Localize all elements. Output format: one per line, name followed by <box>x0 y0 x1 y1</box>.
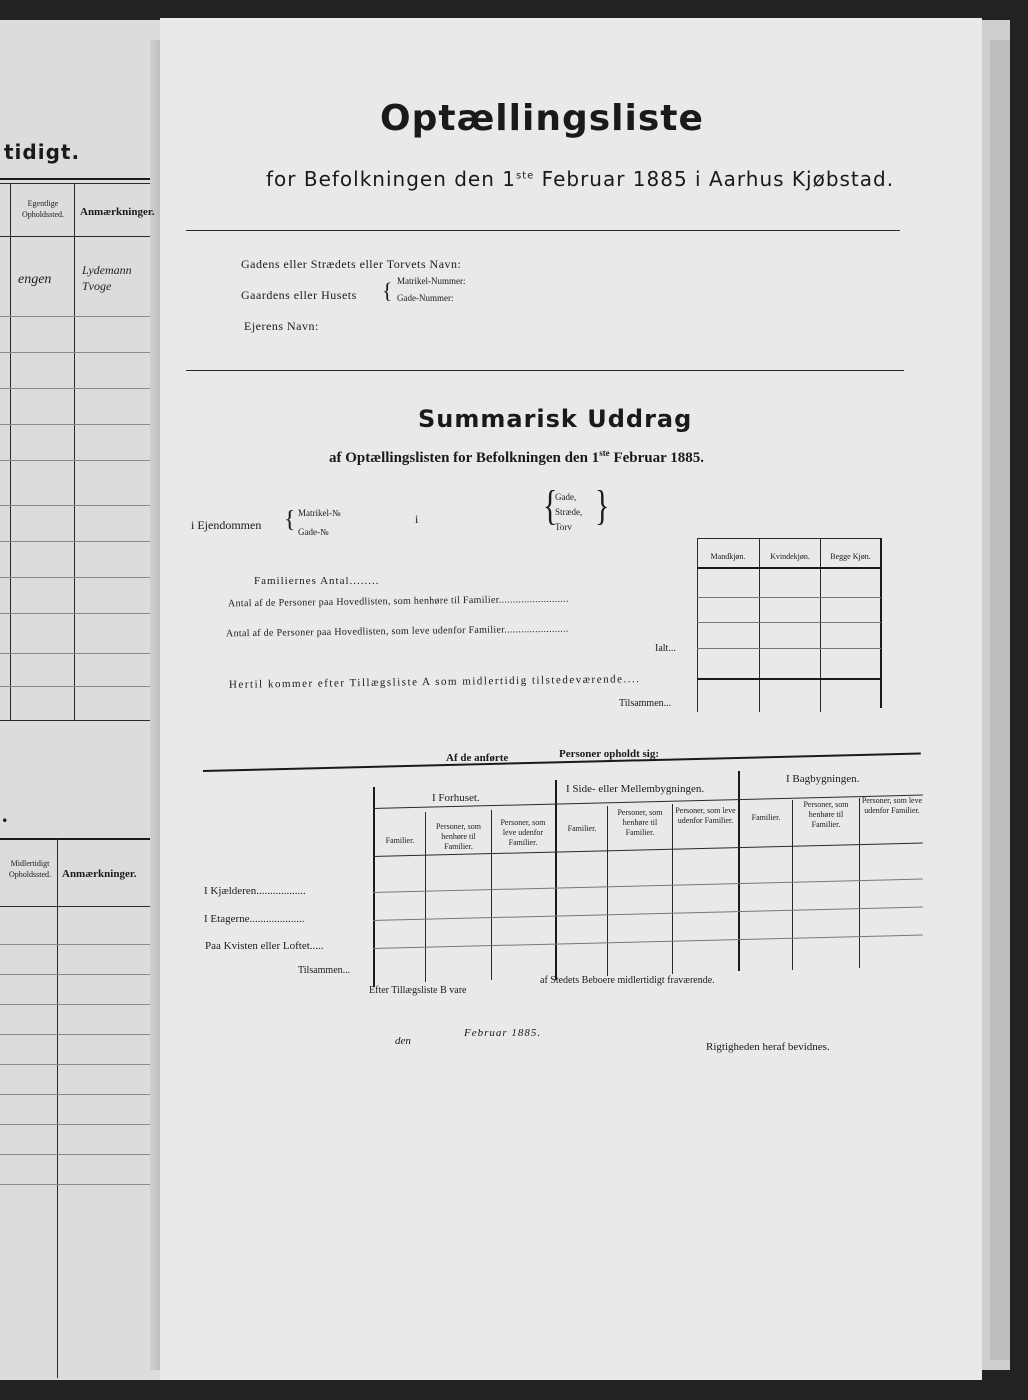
place-torv: Torv <box>555 522 572 532</box>
footer-efter: Efter Tillægsliste B vare <box>369 985 467 996</box>
left-hand-engen: engen <box>18 272 52 287</box>
summary-title: Summarisk Uddrag <box>418 405 693 433</box>
location-col-line <box>792 800 793 970</box>
left-heading-fragment: tidigt. <box>4 140 81 164</box>
left-row-line <box>0 505 150 506</box>
left-col-line <box>57 838 58 1378</box>
left-col-anm-bottom: Anmærkninger. <box>62 868 137 880</box>
location-intro-a: Af de anførte <box>446 752 509 764</box>
loc-row-tilsammen: Tilsammen... <box>298 965 351 976</box>
group-forhuset: I Forhuset. <box>432 792 480 804</box>
ejendom-brace: { <box>284 507 296 533</box>
matrikel-no: Matrikel-№ <box>298 508 341 518</box>
left-rule <box>0 906 150 907</box>
row-tilsammen: Tilsammen... <box>619 698 672 709</box>
left-row-line <box>0 1094 150 1095</box>
row-familiernes: Familiernes Antal........ <box>254 575 380 587</box>
house-brace: { <box>382 278 393 303</box>
left-row-line <box>0 974 150 975</box>
summary-table-header-rule <box>697 567 881 569</box>
summary-row-line <box>697 597 881 598</box>
side-udenfor: Personer, som leve udenfor Familier. <box>675 806 736 825</box>
col-kvindekjon: Kvindekjøn. <box>770 552 810 561</box>
place-brace-right: } <box>595 483 610 530</box>
left-row-line <box>0 1004 150 1005</box>
summary-table-top <box>697 538 881 539</box>
group-bagbygning: I Bagbygningen. <box>786 773 860 785</box>
left-row-line <box>0 424 150 425</box>
footer-date: Februar 1885. <box>464 1027 542 1039</box>
left-row-line <box>0 388 150 389</box>
row-tillaegsliste-a: Hertil kommer efter Tillægsliste A som midlertidig tilstedeværende.... <box>228 673 641 691</box>
summary-col-line <box>880 538 882 708</box>
row-udenfor: Antal af de Personer paa Hovedlisten, som leve udenfor Familier....................... <box>225 623 569 640</box>
ejendom-label: i Ejendommen <box>191 518 262 532</box>
page-subtitle: for Befolkningen den 1ste Februar 1885 i Aarhus Kjøbstad. <box>266 167 895 191</box>
matrikel-label: Matrikel-Nummer: <box>397 276 466 286</box>
loc-row-etagerne: I Etagerne.................... <box>204 913 305 925</box>
left-col-line <box>10 183 11 720</box>
location-col-line <box>859 798 860 968</box>
summary-row-line <box>697 648 881 649</box>
left-col-midlertidigt: Midlertidigt Opholdssted. <box>9 859 51 879</box>
location-group-line <box>373 787 375 987</box>
forhuset-udenfor: Personer, som leve udenfor Familier. <box>500 818 546 847</box>
col-mandkjon: Mandkjøn. <box>710 552 746 561</box>
place-brace-left: { <box>543 483 558 530</box>
left-rule <box>0 178 150 180</box>
left-col-egentlige: Egentlige Opholdssted. <box>22 199 64 219</box>
gade-no: Gade-№ <box>298 527 329 537</box>
location-col-line <box>491 810 492 980</box>
left-rule <box>0 183 150 184</box>
left-row-line <box>0 541 150 542</box>
street-label: Gadens eller Strædets eller Torvets Navn: <box>241 257 462 271</box>
left-dot: . <box>2 802 8 827</box>
page-edges-inner <box>990 40 1010 1360</box>
place-straede: Stræde, <box>555 507 583 517</box>
side-familier: Familier. <box>567 824 597 833</box>
bag-udenfor: Personer, som leve udenfor Familier. <box>861 796 923 815</box>
forhuset-familier: Familier. <box>385 836 415 845</box>
page-title: Optællingsliste <box>380 98 704 139</box>
left-rule <box>0 838 150 840</box>
left-row-line <box>0 653 150 654</box>
location-col-line <box>672 804 673 974</box>
summary-col-line <box>697 538 698 712</box>
header-rule <box>186 230 900 231</box>
location-intro-b: Personer opholdt sig: <box>559 748 660 760</box>
left-row-line <box>0 577 150 578</box>
bag-henhore: Personer, som henhøre til Familier. <box>803 800 849 829</box>
footer-rigtighed: Rigtigheden heraf bevidnes. <box>706 1041 830 1053</box>
summary-col-line <box>820 538 821 712</box>
loc-row-kvisten: Paa Kvisten eller Loftet..... <box>205 940 324 952</box>
left-row-line <box>0 613 150 614</box>
left-rule <box>0 236 150 237</box>
left-row-line <box>0 944 150 945</box>
i-word: i <box>415 512 419 526</box>
loc-row-kjaelderen: I Kjælderen.................. <box>204 885 306 897</box>
location-col-line <box>607 806 608 976</box>
left-col-line <box>74 183 75 720</box>
side-henhore: Personer, som henhøre til Familier. <box>617 808 663 837</box>
left-row-line <box>0 720 150 721</box>
main-page <box>160 18 982 1380</box>
location-col-line <box>425 812 426 982</box>
group-sidebygning: I Side- eller Mellembygningen. <box>566 783 705 795</box>
col-begge-kjon: Begge Kjøn. <box>830 552 871 561</box>
place-gade: Gade, <box>555 492 577 502</box>
left-row-line <box>0 1064 150 1065</box>
left-row-line <box>0 1034 150 1035</box>
footer-stedets: af Stedets Beboere midlertidigt fraværende. <box>540 975 715 986</box>
left-row-line <box>0 686 150 687</box>
left-row-line <box>0 1124 150 1125</box>
location-group-line <box>555 780 557 980</box>
row-henhore: Antal af de Personer paa Hovedlisten, som henhøre til Familier......................... <box>227 593 569 610</box>
left-hand-note: Lydemann Tvoge <box>82 263 132 293</box>
summary-subtitle: af Optællingslisten for Befolkningen den 1ste Februar 1885. <box>329 448 704 466</box>
row-ialt: Ialt... <box>655 643 676 654</box>
summary-row-line <box>697 678 881 680</box>
left-page <box>0 20 168 1380</box>
bag-familier: Familier. <box>751 813 781 822</box>
left-col-anm: Anmærkninger. <box>80 206 155 218</box>
location-group-line <box>738 771 740 971</box>
summary-col-line <box>759 538 760 712</box>
left-row-line <box>0 316 150 317</box>
address-rule <box>186 370 904 371</box>
left-row-line <box>0 1154 150 1155</box>
summary-row-line <box>697 622 881 623</box>
left-row-line <box>0 1184 150 1185</box>
forhuset-henhore: Personer, som henhøre til Familier. <box>435 822 481 851</box>
left-row-line <box>0 460 150 461</box>
left-row-line <box>0 352 150 353</box>
house-label: Gaardens eller Husets <box>241 288 357 302</box>
footer-den: den <box>395 1035 411 1047</box>
gade-label: Gade-Nummer: <box>397 293 454 303</box>
owner-label: Ejerens Navn: <box>244 319 319 333</box>
